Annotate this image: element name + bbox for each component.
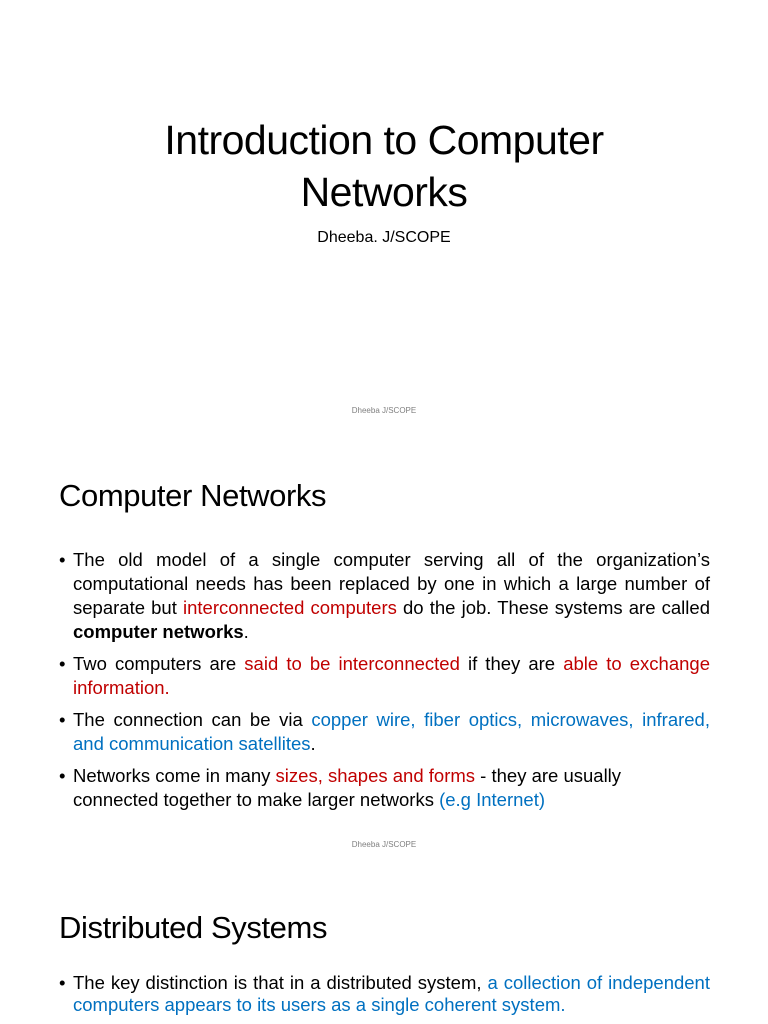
highlight-red: said to be interconnected: [244, 653, 460, 674]
bullet-item: [59, 764, 710, 812]
title-slide: [0, 0, 768, 432]
highlight-red: sizes, shapes and forms: [275, 765, 476, 786]
bullet-text: Two computers are: [73, 653, 245, 674]
highlight-blue: (e.g Internet): [439, 789, 546, 810]
bullet-text: The old model of a single computer serving all of the organization’s computational needs has been replaced by one in which a large number of separate but: [73, 549, 710, 618]
bullet-item: [59, 972, 710, 1016]
slide-title-line-1: Introduction to Computer: [164, 117, 604, 163]
bullet-text: do the job. These systems are called: [396, 597, 710, 618]
bullet-list: [59, 972, 710, 1024]
highlight-red: able to exchange information.: [73, 653, 711, 698]
bullet-text: .: [243, 621, 249, 642]
bold-term: computer networks: [73, 621, 244, 642]
slide-footer: Dheeba J/SCOPE: [351, 840, 417, 849]
slide-heading: Computer Networks: [59, 478, 327, 513]
bullet-list: [59, 548, 710, 820]
bullet-text: The connection can be via: [73, 709, 312, 730]
slide-subtitle: Dheeba. J/SCOPE: [317, 229, 451, 246]
bullet-item: [59, 708, 710, 756]
slide-heading: Distributed Systems: [59, 910, 328, 945]
highlight-blue: a collection of independent computers appears to its users as a single coherent system.: [73, 972, 710, 1015]
bullet-text: .: [310, 733, 316, 754]
slide-title-line-2: Networks: [300, 169, 468, 215]
highlight-red: interconnected computers: [183, 597, 397, 618]
slide-footer: Dheeba J/SCOPE: [351, 406, 417, 415]
bullet-text: The key distinction is that in a distributed system,: [73, 972, 488, 993]
bullet-text: if they are: [459, 653, 564, 674]
bullet-text: Networks come in many: [73, 765, 276, 786]
distributed-systems-slide: [0, 864, 768, 1024]
slide-title: [0, 114, 768, 218]
bullet-item: [59, 548, 710, 644]
bullet-item: [59, 652, 710, 700]
highlight-blue: copper wire, fiber optics, microwaves, infrared, and communication satellites: [73, 709, 710, 754]
computer-networks-slide: [0, 432, 768, 864]
bullet-text: - they are usually connected together to make larger networks: [73, 765, 622, 810]
